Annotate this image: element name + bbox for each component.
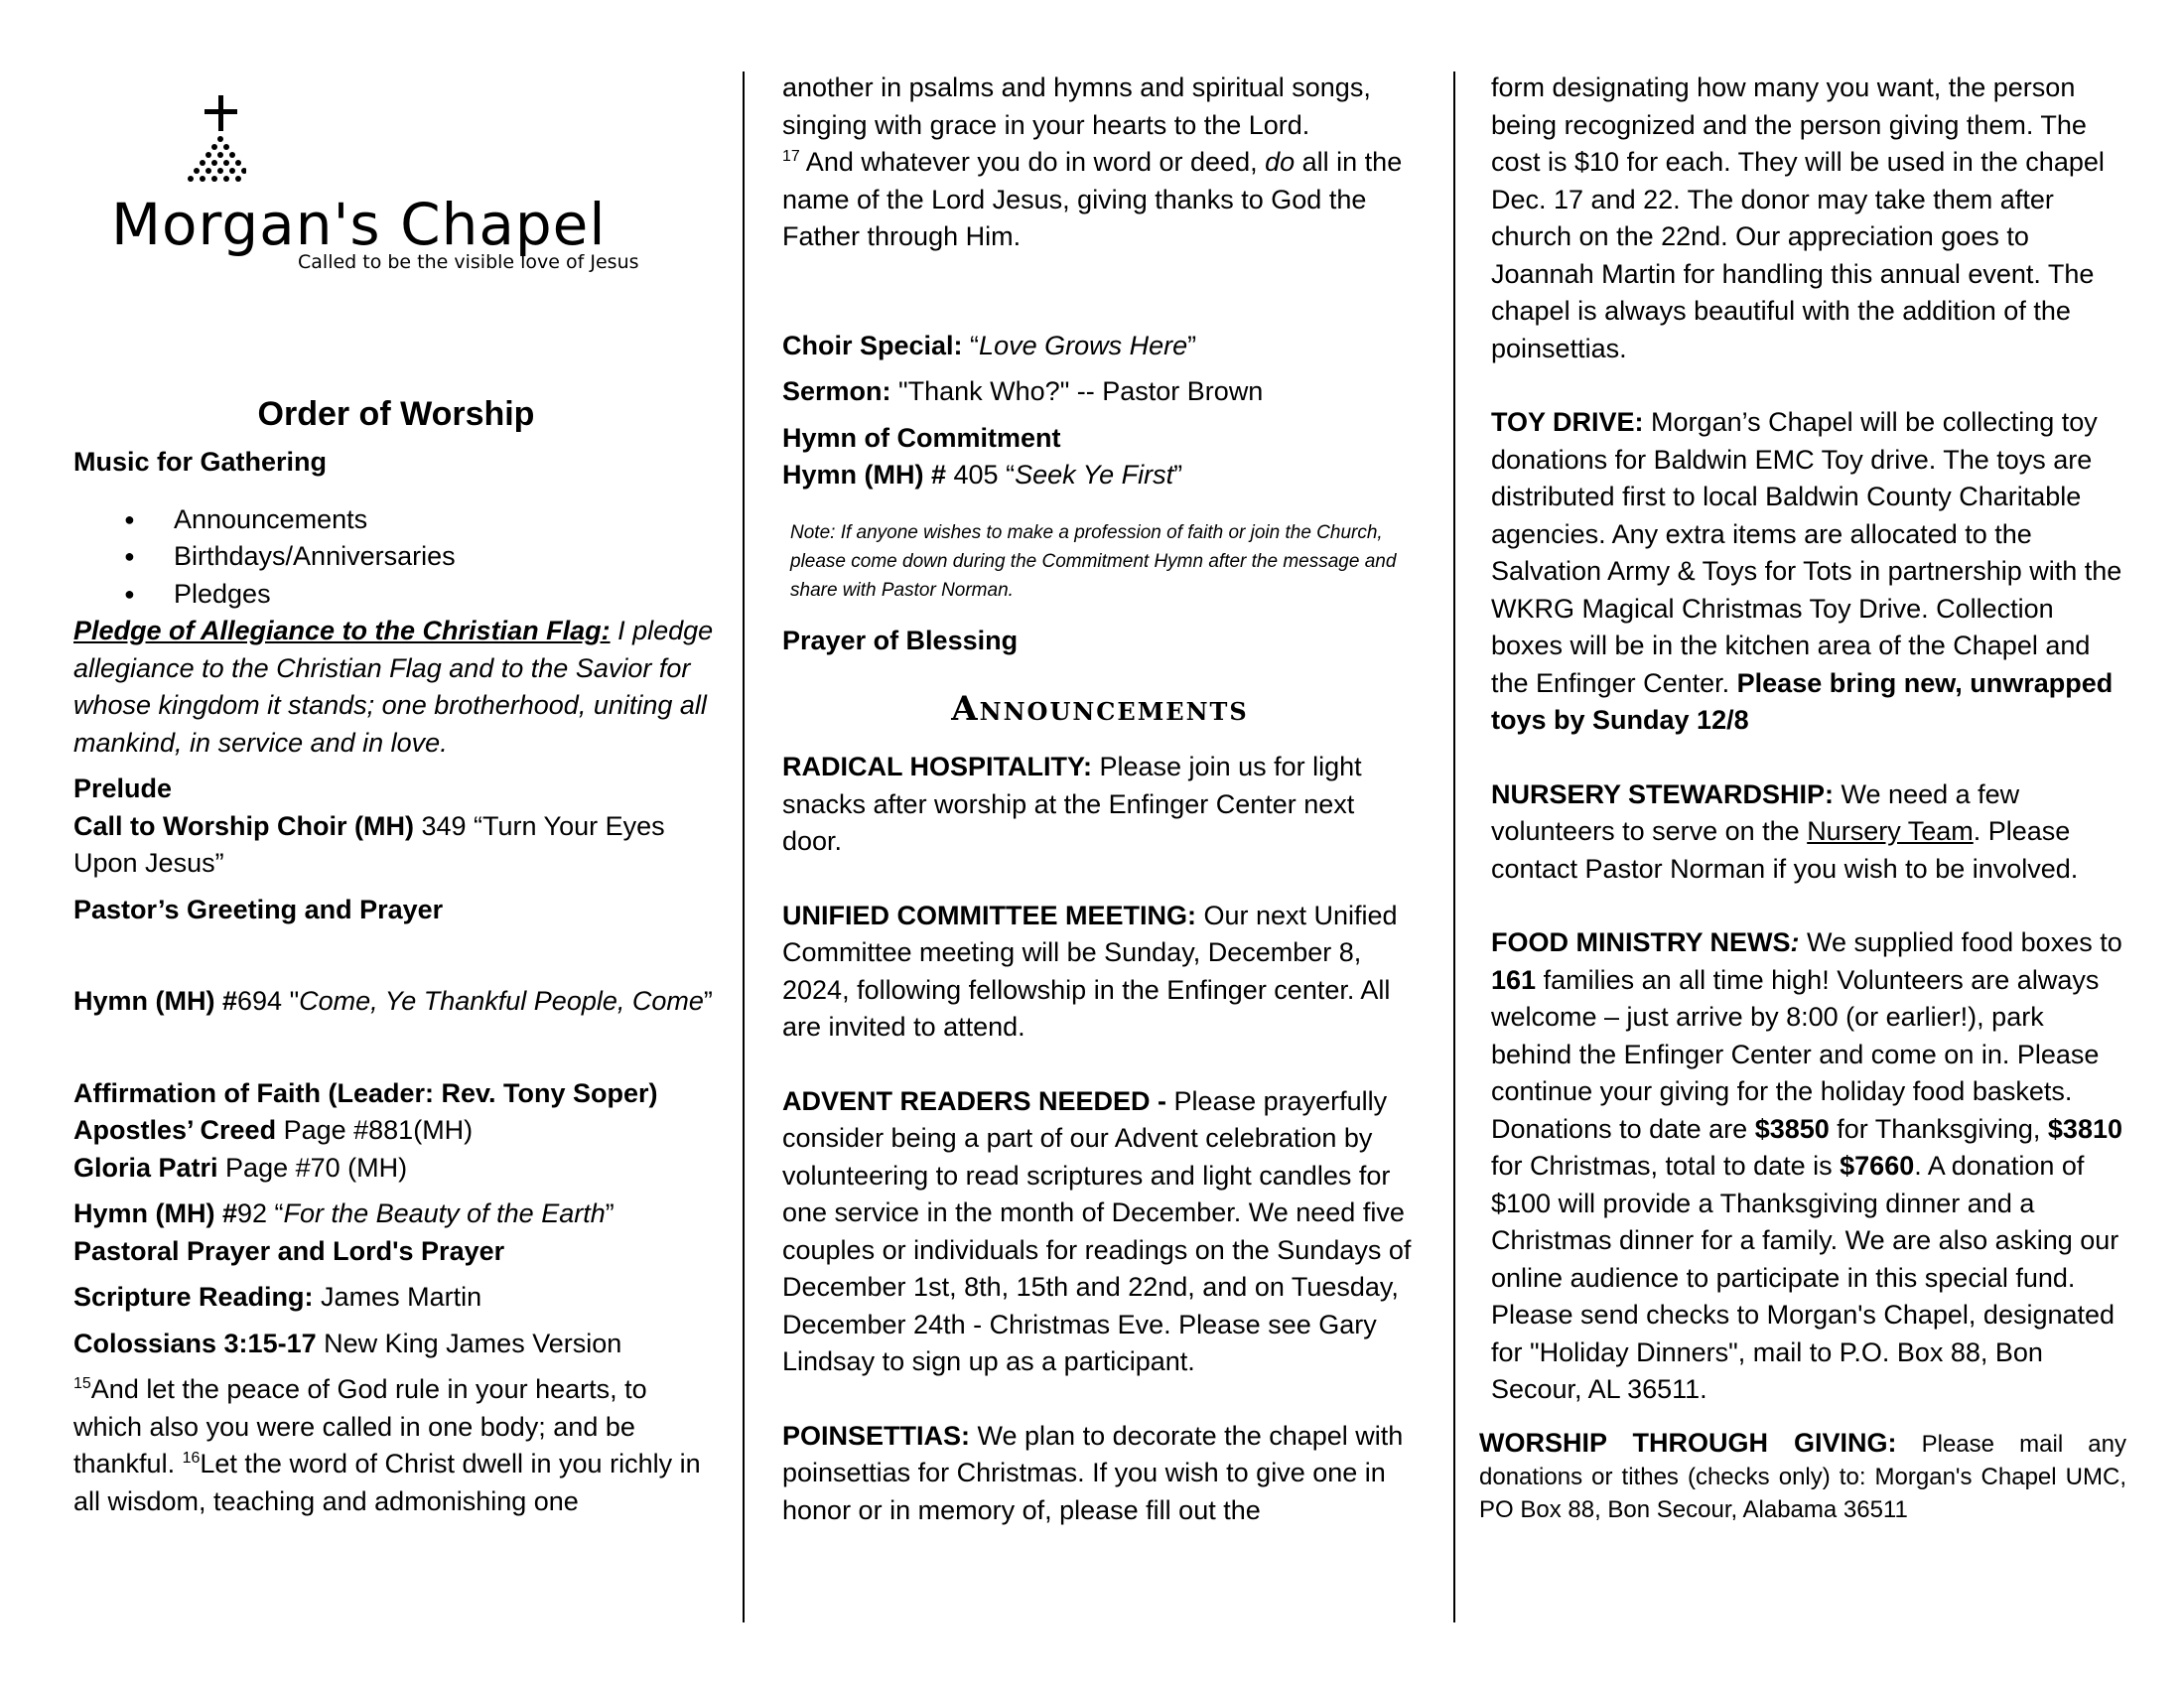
column-divider-right xyxy=(1453,71,1455,1622)
prelude: Prelude xyxy=(73,774,173,803)
scripture-reading: Scripture Reading: James Martin xyxy=(73,1282,482,1312)
sermon: Sermon: "Thank Who?" -- Pastor Brown xyxy=(782,376,1264,406)
announcements-title: Announcements xyxy=(951,689,1249,729)
poinsettias: POINSETTIAS: We plan to decorate the chapel with poinsettias for Christmas. If you wish to give one in honor or in memory of, please fill out the xyxy=(782,1420,1404,1525)
column-worship-and-announcements xyxy=(782,70,1418,1529)
logo-name: Morgan's Chapel xyxy=(111,191,607,258)
prayer-of-blessing: Prayer of Blessing xyxy=(782,625,1019,655)
column-order-of-worship xyxy=(73,70,719,1520)
scripture-text: $^{15}$And let the peace of God rule in your hearts, to which also you were called in one body; and be thankful. $^{16}$Let the word of Christ dwell in you richly in all wisdom, teaching and admonishing one xyxy=(73,1374,701,1516)
column-divider-left xyxy=(743,71,745,1622)
nursery-stewardship: NURSERY STEWARDSHIP: We need a few volunteers to serve on the Nursery Team. Please contact Pastor Norman if you wish to be involved. xyxy=(1491,778,2079,884)
music-for-gathering: Music for Gathering xyxy=(73,447,328,477)
commitment-note: Note: If anyone wishes to make a profession of faith or join the Church, please come down during the Commitment Hymn after the message and share with Pastor Norman. xyxy=(790,521,1397,601)
chapel-logo xyxy=(73,70,719,278)
pastoral-prayer: Pastoral Prayer and Lord's Prayer xyxy=(73,1235,505,1266)
hymn-405: Hymn (MH) # 405 “Seek Ye First” xyxy=(782,460,1183,490)
hymn-694: Hymn (MH) #694 "Come, Ye Thankful People, Come” xyxy=(73,986,713,1016)
worship-through-giving: WORSHIP THROUGH GIVING: Please mail any donations or tithes (checks only) to: Morgan's Chapel UMC, PO Box 88, Bon Secour, Alabama 36511 xyxy=(1479,1427,2126,1523)
affirmation-of-faith: Affirmation of Faith (Leader: Rev. Tony Soper) xyxy=(73,1077,658,1108)
list-item: ● Pledges xyxy=(174,576,719,614)
cross-dots-icon xyxy=(107,95,246,195)
hymn-of-commitment: Hymn of Commitment xyxy=(782,422,1061,453)
list-item: ● Announcements xyxy=(174,501,719,539)
order-of-worship-title: Order of Worship xyxy=(257,395,535,433)
call-to-worship: Call to Worship Choir (MH) 349 “Turn Your Eyes Upon Jesus” xyxy=(73,810,665,878)
gloria-patri: Gloria Patri Page #70 (MH) xyxy=(73,1152,408,1183)
nursery-team-link[interactable]: Nursery Team xyxy=(1807,816,1974,846)
logo-tagline: Called to be the visible love of Jesus xyxy=(298,251,639,273)
radical-hospitality: RADICAL HOSPITALITY: Please join us for light snacks after worship at the Enfinger Center next door. xyxy=(782,752,1362,856)
advent-readers: ADVENT READERS NEEDED - Please prayerfully consider being a part of our Advent celebration by volunteering to read scriptures and light candles for one service in the month of December. We need five couples or individuals for readings on the Sundays of December 1st, 8th, 15th and 22nd, and on Tuesday, December 24th - Christmas Eve. Please see Gary Lindsay to sign up as a participant. xyxy=(782,1085,1412,1376)
gathering-list xyxy=(73,501,719,614)
list-item: ● Birthdays/Anniversaries xyxy=(174,538,719,576)
poinsettias-continued: form designating how many you want, the person being recognized and the person giving them. The cost is $10 for each. They will be used in the chapel Dec. 17 and 22. The donor may take them after church on the 22nd. Our appreciation goes to Joannah Martin for handling this annual event. The chapel is always beautiful with the addition of the poinsettias. xyxy=(1491,72,2105,363)
pledge-text: I pledge allegiance to the Christian Flag and to the Savior for whose kingdom it stands; one brotherhood, uniting all mankind, in service and in love. xyxy=(73,616,714,758)
column-announcements-continued xyxy=(1479,70,2126,1526)
scripture-continued: another in psalms and hymns and spiritual songs, singing with grace in your hearts to the Lord. $^{17}$ And whatever you do in word or deed, do all in the name of the Lord Jesus, giving thanks to God the Father through Him. xyxy=(782,72,1403,251)
toy-drive: TOY DRIVE: Morgan’s Chapel will be collecting toy donations for Baldwin EMC Toy drive. The toys are distributed first to local Baldwin County Charitable agencies. Any extra items are allocated to the Salvation Army & Toys for Tots in partnership with the WKRG Magical Christmas Toy Drive. Collection boxes will be in the kitchen area of the Chapel and the Enfinger Center. Please bring new, unwrapped toys by Sunday 12/8 xyxy=(1491,407,2122,735)
apostles-creed: Apostles’ Creed Page #881(MH) xyxy=(73,1115,474,1145)
pledge-label: Pledge of Allegiance to the Christian Flag: xyxy=(73,616,611,645)
choir-special: Choir Special: “Love Grows Here” xyxy=(782,330,1197,360)
colossians-reference: Colossians 3:15-17 New King James Version xyxy=(73,1328,622,1358)
pledge-paragraph xyxy=(73,613,719,762)
pastors-greeting: Pastor’s Greeting and Prayer xyxy=(73,894,444,924)
hymn-92: Hymn (MH) #92 “For the Beauty of the Earth” xyxy=(73,1198,614,1228)
food-ministry-news: FOOD MINISTRY NEWS: We supplied food boxes to 161 families an all time high! Volunteers are always welcome – just arrive by 8:00 (or earlier!), park behind the Enfinger Center and come on in. Please continue your giving for the holiday food baskets. Donations to date are $3850 for Thanksgiving, $3810 for Christmas, total to date is $7660. A donation of $100 will provide a Thanksgiving dinner and a Christmas dinner for a family. We are also asking our online audience to participate in this special fund. Please send checks to Morgan's Chapel, designated for "Holiday Dinners", mail to P.O. Box 88, Bon Secour, AL 36511. xyxy=(1491,927,2122,1404)
unified-committee: UNIFIED COMMITTEE MEETING: Our next Unified Committee meeting will be Sunday, December 8, 2024, following fellowship in the Enfinger center. All are invited to attend. xyxy=(782,900,1398,1042)
